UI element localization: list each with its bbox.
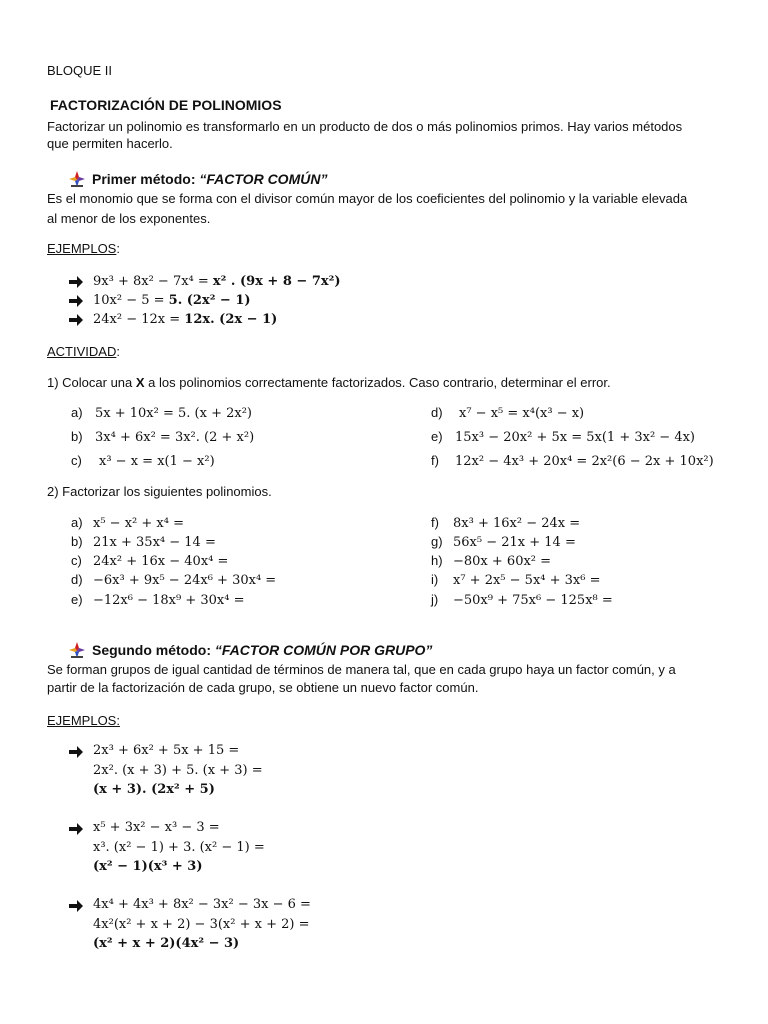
q2-item-h[interactable]: h) −80x + 60x² = [431,553,552,569]
intro-line-2: que permiten hacerlo. [47,136,173,151]
method-2-desc-1: Se forman grupos de igual cantidad de términos de manera tal, que en cada grupo haya un factor común, y a [47,662,676,677]
q2-item-b[interactable]: b) 21x + 35x⁴ − 14 = [71,534,216,550]
intro-line-1: Factorizar un polinomio es transformarlo en un producto de dos o más polinomios primos. Hay varios métodos [47,119,683,134]
q1-item-f[interactable]: f) 12x² − 4x³ + 20x⁴ = 2x²(6 − 2x + 10x²) [431,453,714,469]
group-example-3-result: (x² + x + 2)(4x² − 3) [93,936,240,951]
method-1-heading: Primer método: “FACTOR COMÚN” [92,171,328,187]
arrow-right-icon [68,899,84,913]
group-example-1-result: (x + 3). (2x² + 5) [93,782,215,797]
question-1: 1) Colocar una X a los polinomios correctamente factorizados. Caso contrario, determinar el error. [47,375,611,390]
examples-label-2: EJEMPLOS: [47,713,120,728]
q1-item-e[interactable]: e) 15x³ − 20x² + 5x = 5x(1 + 3x² − 4x) [431,429,695,445]
q1-item-d[interactable]: d) x⁷ − x⁵ = x⁴(x³ − x) [431,405,585,421]
examples-label: EJEMPLOS: [47,241,120,256]
method-1-desc-2: al menor de los exponentes. [47,211,211,226]
arrow-right-icon [68,313,84,327]
q2-item-a[interactable]: a) x⁵ − x² + x⁴ = [71,515,184,531]
arrow-right-icon [68,294,84,308]
method-2-heading: Segundo método: “FACTOR COMÚN POR GRUPO” [92,642,433,658]
group-example-2-line-2: x³. (x² − 1) + 3. (x² − 1) = [93,840,265,855]
pin-bullet-icon [68,170,86,188]
arrow-right-icon [68,745,84,759]
q2-item-e[interactable]: e) −12x⁶ − 18x⁹ + 30x⁴ = [71,592,245,608]
group-example-3-line-1: 4x⁴ + 4x³ + 8x² − 3x² − 3x − 6 = [93,897,311,912]
q2-item-i[interactable]: i) x⁷ + 2x⁵ − 5x⁴ + 3x⁶ = [431,572,601,588]
example-2: 10x² − 5 = 5. (2x² − 1) [93,293,251,308]
q1-item-a[interactable]: a) 5x + 10x² = 5. (x + 2x²) [71,405,252,421]
q2-item-g[interactable]: g) 56x⁵ − 21x + 14 = [431,534,576,550]
group-example-3-line-2: 4x²(x² + x + 2) − 3(x² + x + 2) = [93,917,310,932]
activity-label: ACTIVIDAD: [47,344,120,359]
arrow-right-icon [68,275,84,289]
example-3: 24x² − 12x = 12x. (2x − 1) [93,312,278,327]
block-label: BLOQUE II [47,63,113,78]
q1-item-c[interactable]: c) x³ − x = x(1 − x²) [71,453,215,469]
group-example-1-line-1: 2x³ + 6x² + 5x + 15 = [93,743,240,758]
group-example-2-result: (x² − 1)(x³ + 3) [93,859,203,874]
arrow-right-icon [68,822,84,836]
method-2-desc-2: partir de la factorización de cada grupo, se obtiene un nuevo factor común. [47,680,479,695]
pin-bullet-icon [68,641,86,659]
method-1-desc-1: Es el monomio que se forma con el divisor común mayor de los coeficientes del polinomio y la variable elevada [47,191,688,206]
group-example-1-line-2: 2x². (x + 3) + 5. (x + 3) = [93,763,263,778]
q2-item-c[interactable]: c) 24x² + 16x − 40x⁴ = [71,553,229,569]
q2-item-j[interactable]: j) −50x⁹ + 75x⁶ − 125x⁸ = [431,592,613,608]
group-example-2-line-1: x⁵ + 3x² − x³ − 3 = [93,820,220,835]
question-2: 2) Factorizar los siguientes polinomios. [47,484,272,499]
example-1: 9x³ + 8x² − 7x⁴ = x² . (9x + 8 − 7x²) [93,274,341,289]
q2-item-f[interactable]: f) 8x³ + 16x² − 24x = [431,515,581,531]
page-title: FACTORIZACIÓN DE POLINOMIOS [50,97,282,113]
q2-item-d[interactable]: d) −6x³ + 9x⁵ − 24x⁶ + 30x⁴ = [71,572,277,588]
q1-item-b[interactable]: b) 3x⁴ + 6x² = 3x². (2 + x²) [71,429,255,445]
